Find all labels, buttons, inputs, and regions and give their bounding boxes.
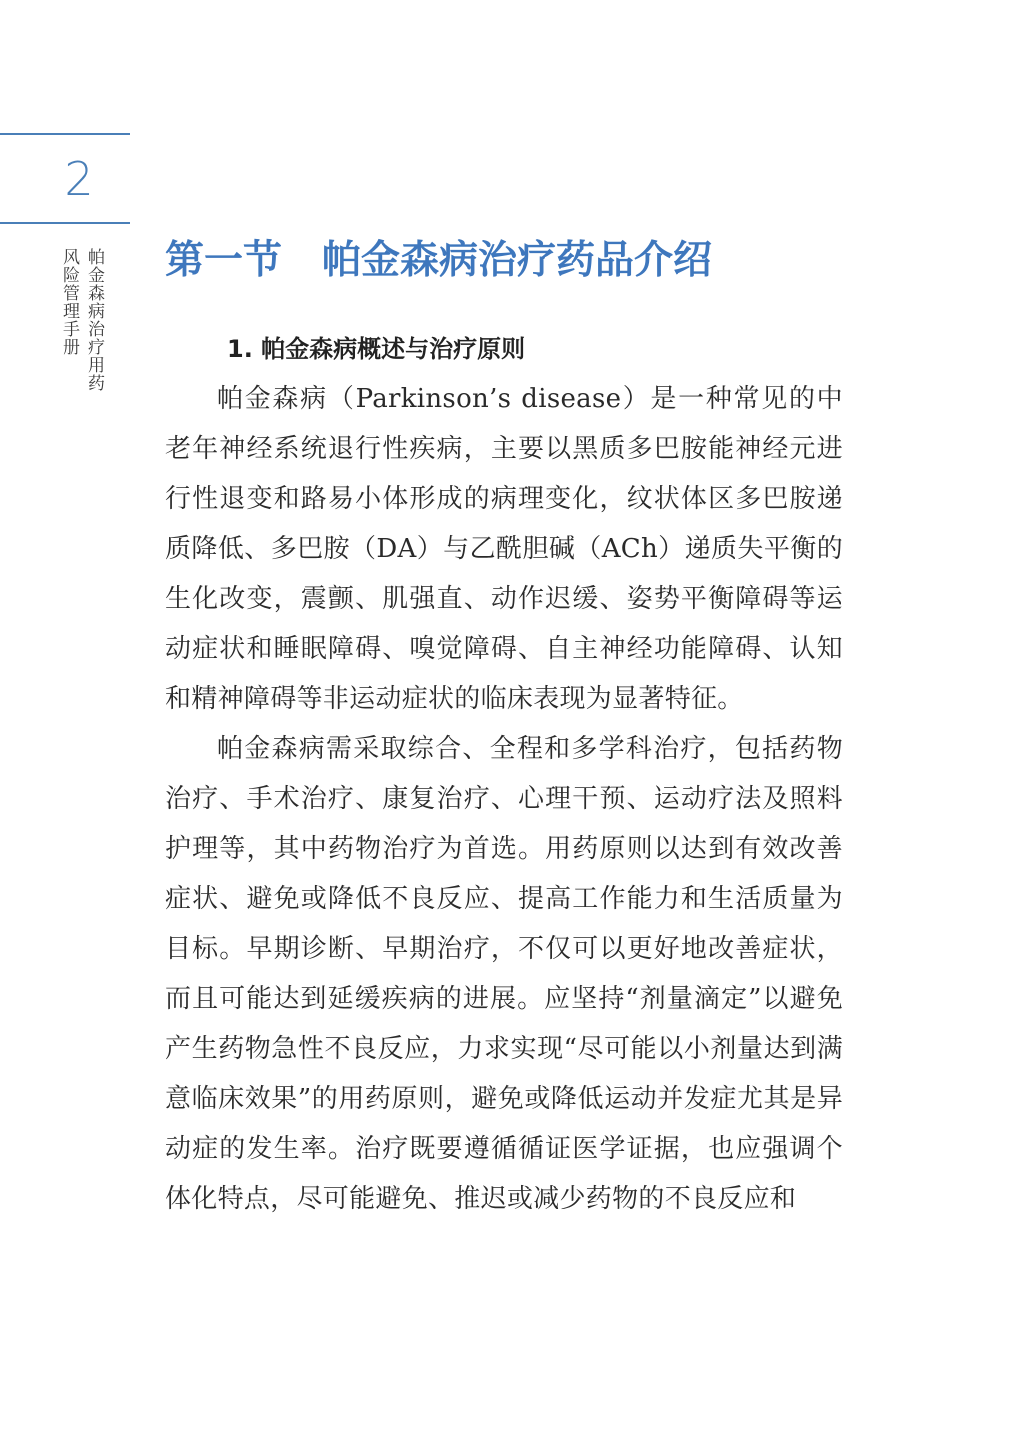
- chapter-title-text: 帕金森病治疗药品介绍: [322, 238, 713, 283]
- page-number: 2: [64, 152, 94, 206]
- body-text: [165, 374, 843, 1224]
- running-head-line-2: 风险管理手册: [59, 248, 79, 356]
- section-heading: 1. 帕金森病概述与治疗原则: [227, 335, 526, 363]
- paragraph: 帕金森病需采取综合、全程和多学科治疗，包括药物治疗、手术治疗、康复治疗、心理干预、运动疗法及照料护理等，其中药物治疗为首选。用药原则以达到有效改善症状、避免或降低不良反应、提高工作能力和生活质量为目标。早期诊断、早期治疗，不仅可以更好地改善症状，而且可能达到延缓疾病的进展。应坚持“剂量滴定”以避免产生药物急性不良反应，力求实现“尽可能以小剂量达到满意临床效果”的用药原则，避免或降低运动并发症尤其是异动症的发生率。治疗既要遵循循证医学证据，也应强调个体化特点，尽可能避免、推迟或减少药物的不良反应和: [165, 734, 843, 1214]
- paragraph: 帕金森病（Parkinson’s disease）是一种常见的中老年神经系统退行性疾病，主要以黑质多巴胺能神经元进行性退变和路易小体形成的病理变化，纹状体区多巴胺递质降低、多巴胺（DA）与乙酰胆碱（ACh）递质失平衡的生化改变，震颤、肌强直、动作迟缓、姿势平衡障碍等运动症状和睡眠障碍、嗅觉障碍、自主神经功能障碍、认知和精神障碍等非运动症状的临床表现为显著特征。: [165, 384, 843, 714]
- page-number-top-rule: [0, 133, 130, 135]
- running-head: [56, 248, 106, 392]
- page-number-bottom-rule: [0, 222, 130, 224]
- running-head-line-1: 帕金森病治疗用药: [84, 248, 104, 392]
- chapter-title: [165, 232, 712, 290]
- chapter-number: 第一节: [165, 238, 283, 283]
